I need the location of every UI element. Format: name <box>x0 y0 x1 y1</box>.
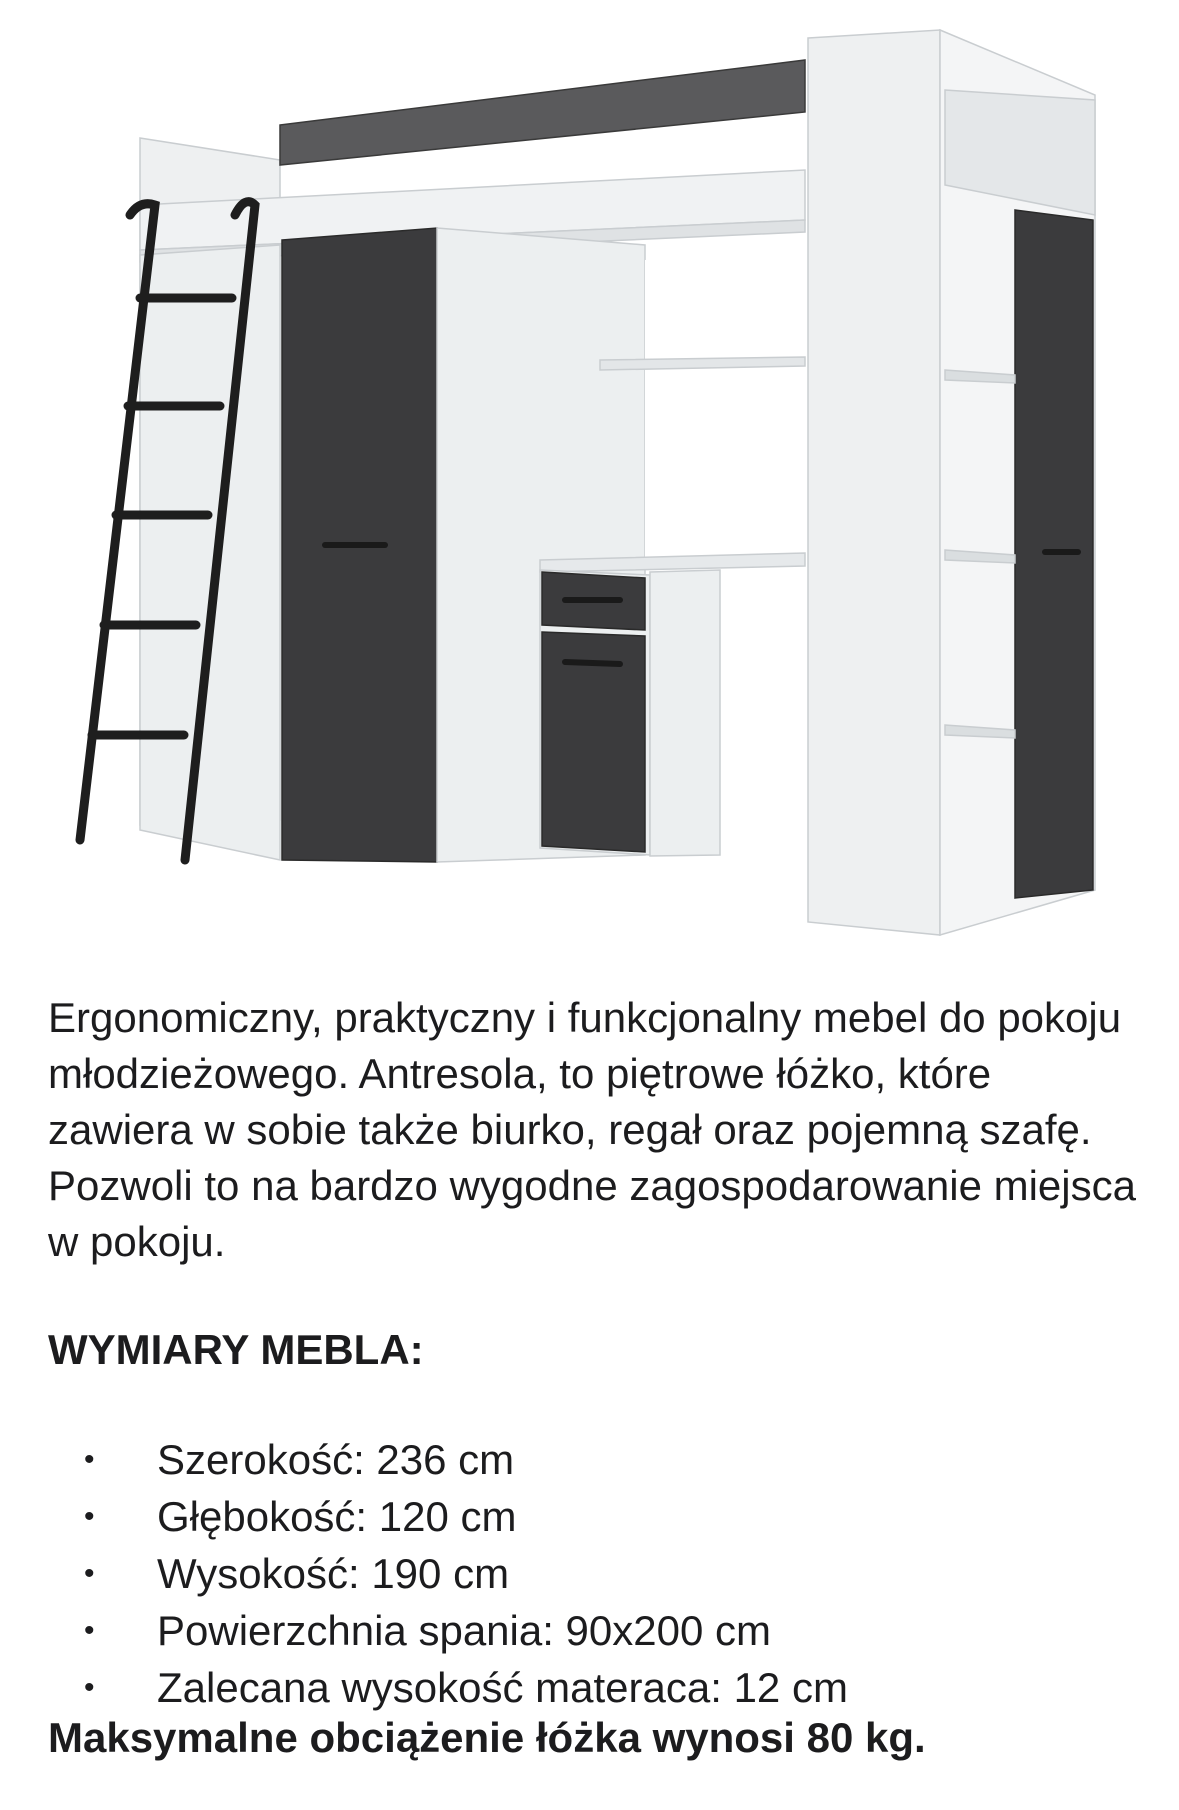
dimension-sleeping-area: Powierzchnia spania: 90x200 cm <box>157 1607 772 1654</box>
product-description: Ergonomiczny, praktyczny i funkcjonalny mebel do pokoju młodzieżowego. Antresola, to piętrowe łóżko, które zawiera w sobie także biurko, regał oraz pojemną szafę. Pozwoli to na bardzo wygodne zagospodarowanie miejsca w pokoju. <box>48 994 1136 1265</box>
max-load-note: Maksymalne obciążenie łóżka wynosi 80 kg. <box>48 1714 926 1761</box>
dimension-height: Wysokość: 190 cm <box>157 1550 510 1597</box>
bullet-icon: • <box>84 1500 95 1533</box>
bullet-icon: • <box>84 1443 95 1476</box>
bullet-icon: • <box>84 1557 95 1590</box>
bullet-icon: • <box>84 1671 95 1704</box>
dimensions-heading: WYMIARY MEBLA: <box>48 1326 424 1373</box>
dimension-width: Szerokość: 236 cm <box>157 1436 515 1483</box>
dimension-depth: Głębokość: 120 cm <box>157 1493 517 1540</box>
dimension-mattress-height: Zalecana wysokość materaca: 12 cm <box>157 1664 848 1711</box>
bullet-icon: • <box>84 1614 95 1647</box>
